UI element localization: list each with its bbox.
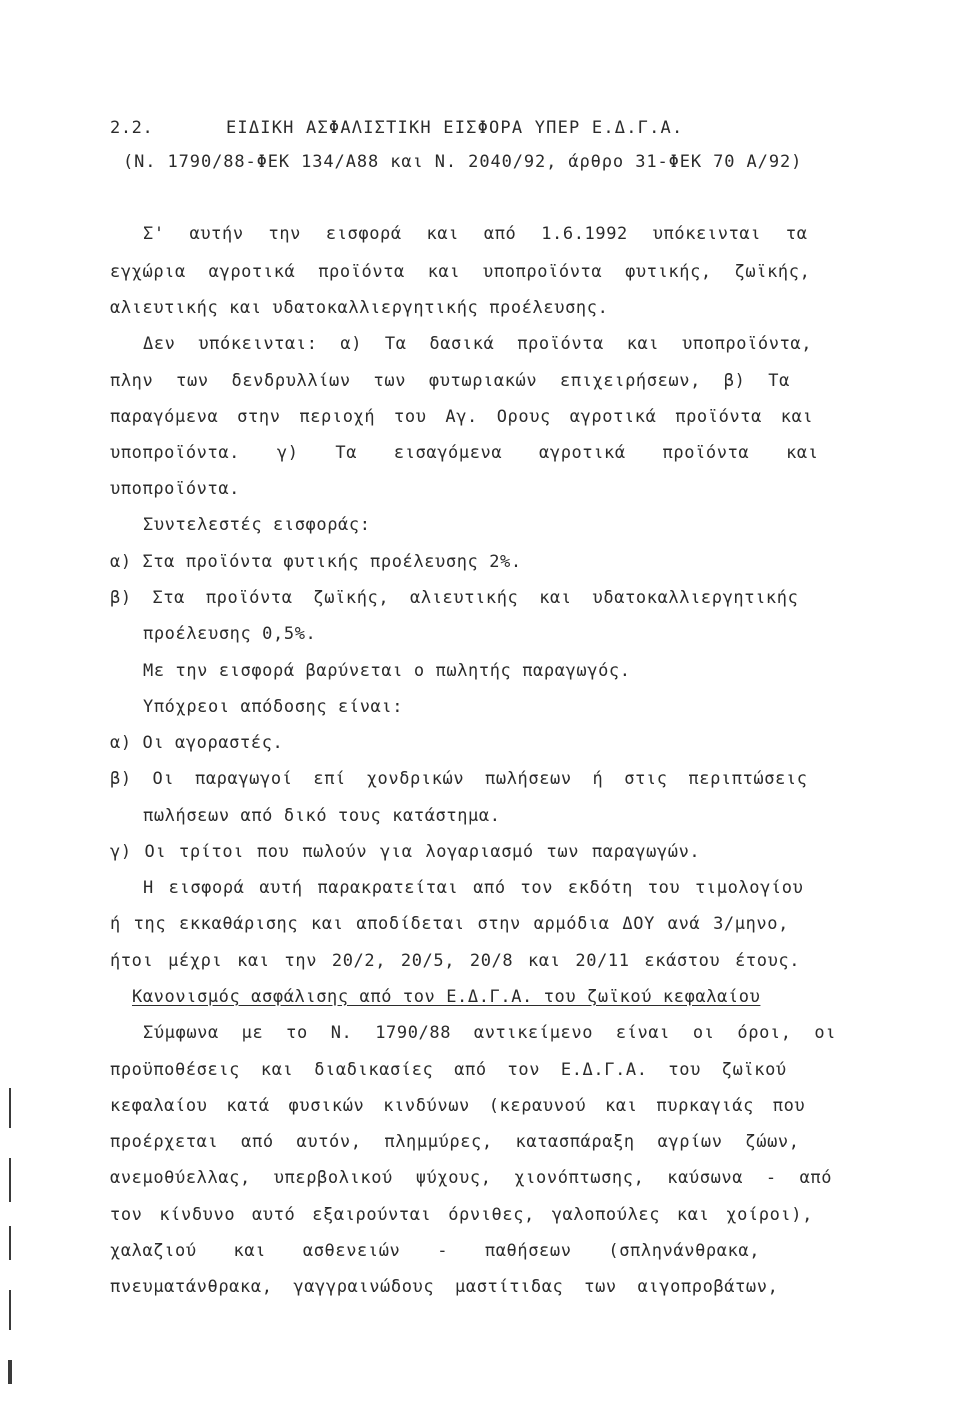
body-line: παραγόμενα στην περιοχή του Αγ. Ορους αγροτικά προϊόντα και	[110, 407, 814, 427]
body-line: κεφαλαίου κατά φυσικών κινδύνων (κεραυνού και πυρκαγιάς που	[110, 1096, 806, 1116]
body-line: Με την εισφορά βαρύνεται ο πωλητής παραγωγός.	[143, 661, 631, 681]
body-line: β) Στα προϊόντα ζωϊκής, αλιευτικής και υδατοκαλλιεργητικής	[110, 588, 799, 608]
body-line: αλιευτικής και υδατοκαλλιεργητικής προέλευσης.	[110, 298, 609, 318]
body-line: προϋποθέσεις και διαδικασίες από τον Ε.Δ.Γ.Α. του ζωϊκού	[110, 1060, 787, 1080]
body-line: α) Στα προϊόντα φυτικής προέλευσης 2%.	[110, 552, 522, 572]
body-line: προέρχεται από αυτόν, πλημμύρες, κατασπάραξη αγρίων ζώων,	[110, 1132, 800, 1152]
body-line: Υπόχρεοι απόδοσης είναι:	[143, 697, 404, 717]
scan-edge-mark	[9, 1158, 11, 1202]
body-line: β) Οι παραγωγοί επί χονδρικών πωλήσεων ή στις περιπτώσεις	[110, 769, 808, 789]
subsection-heading: Κανονισμός ασφάλισης από τον Ε.Δ.Γ.Α. του ζωϊκού κεφαλαίου	[132, 987, 761, 1007]
body-line: χαλαζιού και ασθενειών - παθήσεων (σπληνάνθρακα,	[110, 1241, 761, 1261]
body-line: τον κίνδυνο αυτό εξαιρούνται όρνιθες, γαλοπούλες και χοίροι),	[110, 1205, 813, 1225]
body-line: Συντελεστές εισφοράς:	[143, 515, 371, 535]
body-line: πνευματάνθρακα, γαγγραινώδους μαστίτιδας των αιγοπροβάτων,	[110, 1277, 779, 1297]
body-line: προέλευσης 0,5%.	[143, 624, 317, 644]
body-line: Σ' αυτήν την εισφορά και από 1.6.1992 υπόκεινται τα	[143, 224, 808, 244]
section-number: 2.2.	[110, 118, 154, 138]
body-line: γ) Οι τρίτοι που πωλούν για λογαριασμό των παραγωγών.	[110, 842, 701, 862]
body-line: ή της εκκαθάρισης και αποδίδεται στην αρμόδια ΔΟΥ ανά 3/μηνο,	[110, 914, 789, 934]
body-line: υποπροϊόντα.	[110, 479, 241, 499]
body-line: εγχώρια αγροτικά προϊόντα και υποπροϊόντα φυτικής, ζωϊκής,	[110, 262, 811, 282]
body-line: ήτοι μέχρι και την 20/2, 20/5, 20/8 και 20/11 εκάστου έτους.	[110, 951, 801, 971]
body-line: πωλήσεων από δικό τους κατάστημα.	[143, 806, 501, 826]
scan-edge-mark	[9, 1290, 11, 1330]
body-line: υποπροϊόντα. γ) Τα εισαγόμενα αγροτικά προϊόντα και	[110, 443, 819, 463]
section-reference: (Ν. 1790/88-ΦΕΚ 134/Α88 και Ν. 2040/92, άρθρο 31-ΦΕΚ 70 Α/92)	[123, 152, 803, 172]
scan-edge-mark	[9, 1088, 11, 1128]
body-line: Δεν υπόκεινται: α) Τα δασικά προϊόντα και υποπροϊόντα,	[143, 334, 813, 354]
body-line: πλην των δενδρυλλίων των φυτωριακών επιχειρήσεων, β) Τα	[110, 371, 790, 391]
body-line: Σύμφωνα με το Ν. 1790/88 αντικείμενο είναι οι όροι, οι	[143, 1023, 837, 1043]
body-line: ανεμοθύελλας, υπερβολικού ψύχους, χιονόπτωσης, καύσωνα - από	[110, 1168, 833, 1188]
section-title: ΕΙΔΙΚΗ ΑΣΦΑΛΙΣΤΙΚΗ ΕΙΣΦΟΡΑ ΥΠΕΡ Ε.Δ.Γ.Α.	[226, 118, 684, 138]
scan-edge-mark	[8, 1360, 12, 1384]
body-line: α) Οι αγοραστές.	[110, 733, 284, 753]
scan-edge-mark	[9, 1226, 11, 1260]
body-line: Η εισφορά αυτή παρακρατείται από τον εκδότη του τιμολογίου	[143, 878, 804, 898]
